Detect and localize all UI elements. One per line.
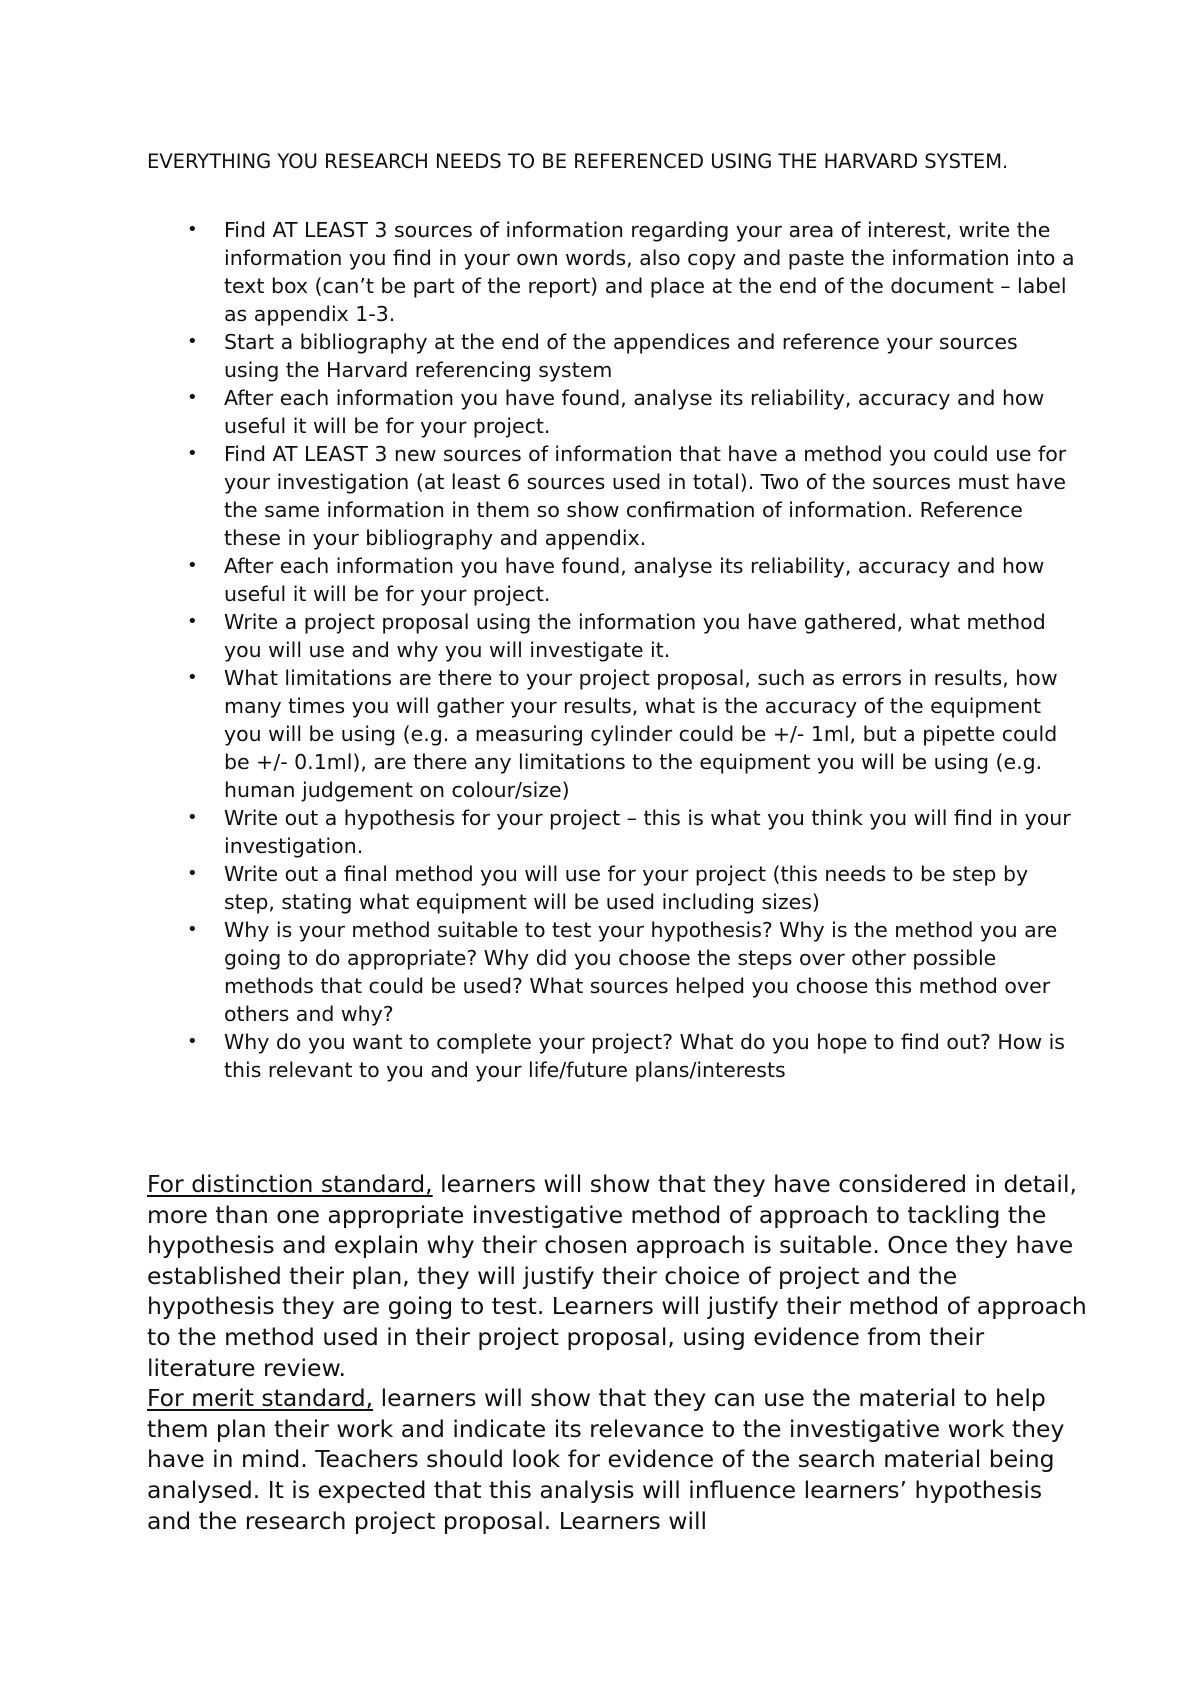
bullet-item: [147, 664, 1077, 804]
bullet-item: [147, 804, 1077, 860]
merit-standard-text: learners will show that they can use the material to help them plan their work and indicate its relevance to the investigative work they have in mind. Teachers should look for evidence of the search material being analysed. It is expected that this analysis will influence learners’ hypothesis and the research project proposal. Learners will: [147, 1384, 1065, 1535]
bullet-item: [147, 608, 1077, 664]
bullet-item: [147, 328, 1077, 384]
bullet-text: Start a bibliography at the end of the appendices and reference your sources using the Harvard referencing system: [224, 330, 1018, 382]
distinction-standard-paragraph: [147, 1169, 1087, 1383]
distinction-standard-label: For distinction standard,: [147, 1170, 433, 1198]
bullet-item: [147, 1028, 1077, 1084]
bullet-icon: •: [187, 611, 198, 632]
bullet-icon: •: [187, 863, 198, 884]
bullet-icon: •: [187, 919, 198, 940]
bullet-text: Why do you want to complete your project? What do you hope to find out? How is this relevant to you and your life/future plans/interests: [224, 1030, 1065, 1082]
bullet-text: After each information you have found, analyse its reliability, accuracy and how useful it will be for your project.: [224, 554, 1045, 606]
bullet-icon: •: [187, 1031, 198, 1052]
bullet-icon: •: [187, 555, 198, 576]
grading-standards: [147, 1169, 1087, 1536]
merit-standard-label: For merit standard,: [147, 1384, 374, 1413]
bullet-text: Find AT LEAST 3 new sources of information that have a method you could use for your investigation (at least 6 sources used in total). Two of the sources must have the same information in them so show confirmation of information. Reference these in your bibliography and appendix.: [224, 442, 1067, 550]
bullet-item: [147, 440, 1077, 552]
bullet-icon: •: [187, 667, 198, 688]
bullet-icon: •: [187, 443, 198, 464]
bullet-text: Why is your method suitable to test your hypothesis? Why is the method you are going to do appropriate? Why did you choose the steps over other possible methods that could be used? What sources helped you choose this method over others and why?: [224, 918, 1058, 1026]
bullet-text: Write out a hypothesis for your project – this is what you think you will find in your investigation.: [224, 806, 1071, 858]
task-bullet-list: [147, 216, 1077, 1084]
bullet-item: [147, 916, 1077, 1028]
bullet-text: Write out a final method you will use for your project (this needs to be step by step, stating what equipment will be used including sizes): [224, 862, 1029, 914]
bullet-item: [147, 860, 1077, 916]
bullet-icon: •: [187, 387, 198, 408]
bullet-text: What limitations are there to your project proposal, such as errors in results, how many times you will gather your results, what is the accuracy of the equipment you will be using (e.g. a measuring cylinder could be +/- 1ml, but a pipette could be +/- 0.1ml), are there any limitations to the equipment you will be using (e.g. human judgement on colour/size): [224, 666, 1058, 802]
referencing-instruction-heading: EVERYTHING YOU RESEARCH NEEDS TO BE REFERENCED USING THE HARVARD SYSTEM.: [147, 150, 1009, 173]
bullet-text: After each information you have found, analyse its reliability, accuracy and how useful it will be for your project.: [224, 386, 1045, 438]
bullet-text: Find AT LEAST 3 sources of information regarding your area of interest, write the information you find in your own words, also copy and paste the information into a text box (can’t be part of the report) and place at the end of the document – label as appendix 1-3.: [224, 218, 1075, 326]
bullet-icon: •: [187, 219, 198, 240]
bullet-item: [147, 216, 1077, 328]
bullet-icon: •: [187, 331, 198, 352]
bullet-item: [147, 384, 1077, 440]
bullet-item: [147, 552, 1077, 608]
bullet-icon: •: [187, 807, 198, 828]
merit-standard-paragraph: [147, 1383, 1087, 1536]
distinction-standard-text: learners will show that they have considered in detail, more than one appropriate investigative method of approach to tackling the hypothesis and explain why their chosen approach is suitable. Once they have established their plan, they will justify their choice of project and the hypothesis they are going to test. Learners will justify their method of approach to the method used in their project proposal, using evidence from their literature review.: [147, 1170, 1087, 1382]
bullet-text: Write a project proposal using the information you have gathered, what method you will use and why you will investigate it.: [224, 610, 1046, 662]
